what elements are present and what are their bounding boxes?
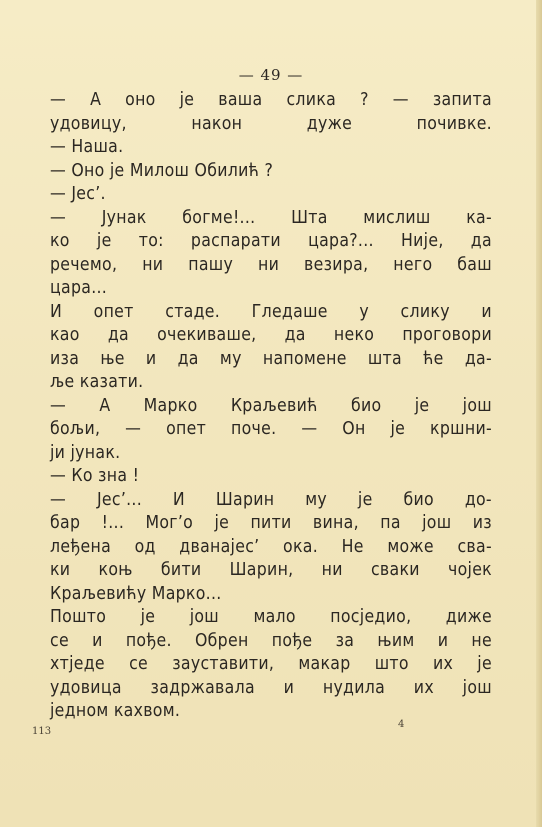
word: мислиш: [363, 207, 431, 228]
text-line-2: [50, 113, 492, 137]
text-line-23: [50, 606, 492, 630]
text-line-12: [50, 348, 492, 372]
word: ни: [258, 254, 280, 275]
word: бар: [50, 513, 81, 533]
word: И: [172, 489, 185, 510]
word: ко: [50, 231, 70, 251]
line-text: једном кахвом.: [50, 701, 181, 721]
text-line-27: [50, 700, 492, 724]
line-text: — Јес’.: [50, 184, 106, 204]
word: за: [335, 630, 355, 651]
word: пашу: [188, 254, 234, 275]
word: пити: [250, 513, 292, 533]
word: И: [50, 301, 63, 322]
word: ?: [360, 90, 369, 110]
word: ки: [50, 560, 71, 580]
word: је: [214, 513, 230, 533]
text-line-24: [50, 630, 492, 654]
word: ока.: [283, 536, 319, 557]
word: —: [50, 207, 67, 228]
word: удовица: [50, 677, 122, 698]
text-line-20: [50, 536, 492, 560]
word: речемо,: [50, 254, 118, 275]
word: још: [462, 395, 492, 416]
word: па: [380, 513, 401, 533]
text-line-26: [50, 677, 492, 701]
text-line-22: [50, 583, 492, 607]
word: то:: [138, 231, 164, 251]
text-line-15: [50, 418, 492, 442]
body-text: [50, 89, 492, 724]
word: Јес’...: [96, 489, 143, 510]
word: као: [50, 325, 80, 345]
word: —: [125, 419, 142, 439]
word: да: [284, 325, 306, 345]
word: још: [189, 607, 220, 627]
word: А: [90, 90, 102, 110]
word: Обрен: [194, 630, 249, 651]
word: бити: [160, 560, 202, 580]
text-line-1: [50, 89, 492, 113]
word: опет: [166, 419, 207, 439]
word: почивке.: [416, 113, 492, 134]
word: вина,: [312, 513, 359, 533]
word: ка-: [466, 207, 492, 228]
word: —: [301, 419, 318, 439]
word: иза: [50, 348, 80, 369]
word: Марко: [143, 395, 198, 416]
word: ни: [321, 560, 343, 580]
word: да: [470, 231, 492, 251]
word: Шарин,: [229, 560, 294, 580]
word: чојек: [447, 560, 492, 580]
word: зауставити,: [172, 654, 275, 674]
word: дуже: [306, 113, 353, 134]
word: богме!...: [182, 207, 256, 228]
word: оно: [125, 90, 156, 110]
word: био: [403, 489, 434, 510]
word: Гледаше: [251, 301, 328, 322]
word: слика: [286, 90, 337, 110]
word: ваша: [218, 90, 263, 110]
word: бољи,: [50, 419, 101, 439]
word: их: [432, 654, 454, 674]
text-line-19: [50, 512, 492, 536]
word: је: [179, 90, 195, 110]
word: Није,: [400, 231, 444, 251]
word: и: [283, 677, 295, 698]
word: да: [107, 325, 129, 345]
word: њим: [377, 630, 415, 651]
line-text: Краљевићу Марко...: [50, 583, 222, 604]
word: —: [392, 90, 409, 110]
word: сва-: [457, 536, 492, 557]
word: и: [145, 348, 157, 369]
word: коњ: [98, 560, 133, 580]
word: удовицу,: [50, 113, 127, 134]
word: —: [50, 395, 67, 416]
word: напомене: [262, 348, 347, 369]
word: Шта: [291, 207, 328, 228]
word: диже: [445, 607, 492, 627]
word: не: [471, 630, 492, 651]
line-text: — Оно је Милош Обилић ?: [50, 160, 274, 181]
word: макар: [298, 654, 351, 674]
word: Јунак: [101, 207, 147, 228]
word: Не: [341, 536, 364, 557]
text-line-11: [50, 324, 492, 348]
printer-signature: 113: [32, 726, 52, 737]
text-line-16: [50, 442, 492, 466]
word: и: [92, 630, 103, 651]
word: слику: [400, 301, 450, 322]
page-edge: [536, 0, 542, 827]
word: ни: [142, 254, 164, 275]
text-line-4: [50, 160, 492, 184]
text-line-13: [50, 371, 492, 395]
word: да-: [464, 348, 492, 369]
word: посједио,: [330, 607, 412, 627]
word: се: [129, 654, 149, 674]
text-line-8: [50, 254, 492, 278]
line-text: цара...: [50, 278, 108, 298]
word: након: [191, 113, 243, 134]
word: нудила: [322, 677, 386, 698]
text-line-25: [50, 653, 492, 677]
word: пође.: [125, 630, 172, 651]
sheet-mark: 4: [398, 719, 405, 730]
word: и: [437, 630, 449, 651]
word: је: [390, 419, 406, 439]
word: може: [387, 536, 434, 557]
text-line-3: [50, 136, 492, 160]
word: и: [481, 301, 492, 322]
word: Шарин: [215, 489, 275, 510]
word: поче.: [231, 419, 277, 439]
text-line-7: [50, 230, 492, 254]
text-line-6: [50, 207, 492, 231]
word: Он: [342, 419, 366, 439]
text-line-10: [50, 301, 492, 325]
word: —: [50, 90, 67, 110]
word: из: [472, 513, 492, 533]
word: хтједе: [50, 654, 105, 674]
word: од: [134, 536, 156, 557]
word: задржавала: [150, 677, 255, 698]
text-line-9: [50, 277, 492, 301]
line-text: ље казати.: [50, 372, 144, 392]
text-line-5: [50, 183, 492, 207]
word: био: [350, 395, 382, 416]
word: А: [99, 395, 111, 416]
word: везира,: [304, 254, 369, 275]
word: дванајес’: [179, 536, 260, 557]
word: је: [357, 489, 373, 510]
word: пође: [271, 630, 313, 651]
line-text: — Ко зна !: [50, 466, 140, 486]
word: их: [413, 677, 434, 698]
text-line-21: [50, 559, 492, 583]
text-line-14: [50, 395, 492, 419]
word: —: [50, 489, 67, 510]
line-text: ји јунак.: [50, 442, 121, 463]
word: му: [305, 489, 328, 510]
word: је: [140, 607, 156, 627]
word: још: [422, 513, 452, 533]
word: баш: [457, 254, 492, 275]
word: !...: [101, 513, 125, 533]
word: кршни-: [430, 419, 492, 439]
word: него: [393, 254, 433, 275]
word: до-: [464, 489, 492, 510]
word: леђена: [50, 536, 112, 557]
word: Пошто: [50, 607, 107, 627]
word: Мог’о: [145, 513, 194, 533]
word: стаде.: [165, 301, 221, 322]
word: опет: [93, 301, 134, 322]
page-number: — 49 —: [238, 66, 304, 84]
word: запита: [432, 90, 492, 110]
word: сваки: [370, 560, 420, 580]
word: шта: [367, 348, 402, 369]
word: проговори: [402, 325, 492, 345]
word: да: [177, 348, 199, 369]
word: му: [219, 348, 242, 369]
word: ће: [423, 348, 444, 369]
text-line-18: [50, 489, 492, 513]
word: се: [50, 630, 69, 651]
word: је: [477, 654, 492, 674]
word: распарати: [190, 231, 281, 251]
text-line-17: [50, 465, 492, 489]
line-text: — Наша.: [50, 137, 124, 157]
word: мало: [253, 607, 296, 627]
word: је: [414, 395, 430, 416]
word: је: [96, 231, 112, 251]
word: ње: [100, 348, 125, 369]
word: неко: [333, 325, 375, 345]
word: Краљевић: [230, 395, 318, 416]
word: још: [462, 677, 492, 698]
word: у: [359, 301, 369, 322]
word: очекиваше,: [157, 325, 257, 345]
word: цара?...: [308, 231, 374, 251]
word: што: [374, 654, 409, 674]
